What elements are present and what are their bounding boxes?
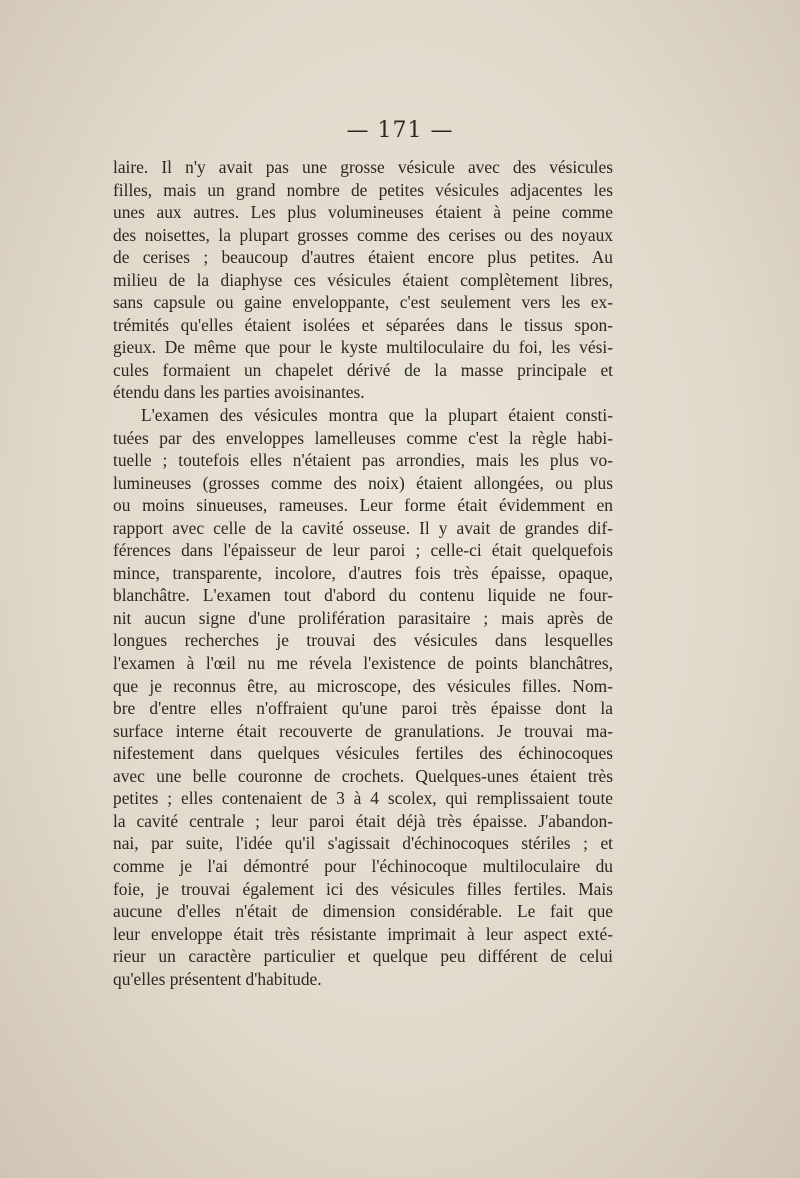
text-line: trémités qu'elles étaient isolées et séparées dans le tissus spon- [113, 314, 613, 335]
text-line: filles, mais un grand nombre de petites vésicules adjacentes les [113, 179, 613, 200]
text-line: étendu dans les parties avoisinantes. [113, 382, 365, 403]
text-line: nit aucun signe d'une prolifération parasitaire ; mais après de [113, 607, 613, 628]
text-line: sans capsule ou gaine enveloppante, c'est seulement vers les ex- [113, 292, 613, 313]
text-line: avec une belle couronne de crochets. Quelques-unes étaient très [113, 765, 613, 786]
text-line: que je reconnus être, au microscope, des vésicules filles. Nom- [113, 675, 613, 696]
text-line: ou moins sinueuses, rameuses. Leur forme était évidemment en [113, 495, 613, 516]
text-line: cules formaient un chapelet dérivé de la masse principale et [113, 359, 613, 380]
text-line: mince, transparente, incolore, d'autres fois très épaisse, opaque, [113, 562, 613, 583]
text-line: des noisettes, la plupart grosses comme des cerises ou des noyaux [113, 224, 613, 245]
paragraph-start-line: L'examen des vésicules montra que la plupart étaient consti- [141, 405, 613, 426]
text-line: laire. Il n'y avait pas une grosse vésicule avec des vésicules [113, 157, 613, 177]
text-line: la cavité centrale ; leur paroi était déjà très épaisse. J'abandon- [113, 810, 613, 831]
text-line: aucune d'elles n'était de dimension considérable. Le fait que [113, 901, 613, 922]
text-line: férences dans l'épaisseur de leur paroi ; celle-ci était quelquefois [113, 540, 613, 561]
text-line: nai, par suite, l'idée qu'il s'agissait d'échinocoques stériles ; et [113, 833, 613, 854]
text-line: blanchâtre. L'examen tout d'abord du contenu liquide ne four- [113, 585, 613, 606]
text-line: unes aux autres. Les plus volumineuses étaient à peine comme [113, 202, 613, 223]
text-line: nifestement dans quelques vésicules fertiles des échinocoques [113, 743, 613, 764]
text-line: milieu de la diaphyse ces vésicules étaient complètement libres, [113, 269, 613, 290]
text-line: qu'elles présentent d'habitude. [113, 968, 322, 989]
text-line: rieur un caractère particulier et quelque peu différent de celui [113, 946, 613, 967]
text-line: bre d'entre elles n'offraient qu'une paroi très épaisse dont la [113, 698, 613, 719]
text-line: tuelle ; toutefois elles n'étaient pas arrondies, mais les plus vo- [113, 450, 613, 471]
text-line: lumineuses (grosses comme des noix) étaient allongées, ou plus [113, 472, 613, 493]
text-line: foie, je trouvai également ici des vésicules filles fertiles. Mais [113, 878, 613, 899]
text-line: gieux. De même que pour le kyste multiloculaire du foi, les vési- [113, 337, 613, 358]
text-line: de cerises ; beaucoup d'autres étaient encore plus petites. Au [113, 247, 613, 268]
page-number: — 171 — [346, 118, 454, 143]
text-line: surface interne était recouverte de granulations. Je trouvai ma- [113, 720, 613, 741]
text-line: petites ; elles contenaient de 3 à 4 scolex, qui remplissaient toute [113, 788, 613, 809]
text-line: leur enveloppe était très résistante imprimait à leur aspect exté- [113, 923, 613, 944]
text-line: comme je l'ai démontré pour l'échinocoque multiloculaire du [113, 855, 613, 876]
text-line: l'examen à l'œil nu me révela l'existence de points blanchâtres, [113, 653, 613, 674]
text-line: rapport avec celle de la cavité osseuse. Il y avait de grandes dif- [113, 517, 613, 538]
text-line: tuées par des enveloppes lamelleuses comme c'est la règle habi- [113, 427, 613, 448]
body-text [113, 156, 613, 990]
text-line: longues recherches je trouvai des vésicules dans lesquelles [113, 630, 613, 651]
